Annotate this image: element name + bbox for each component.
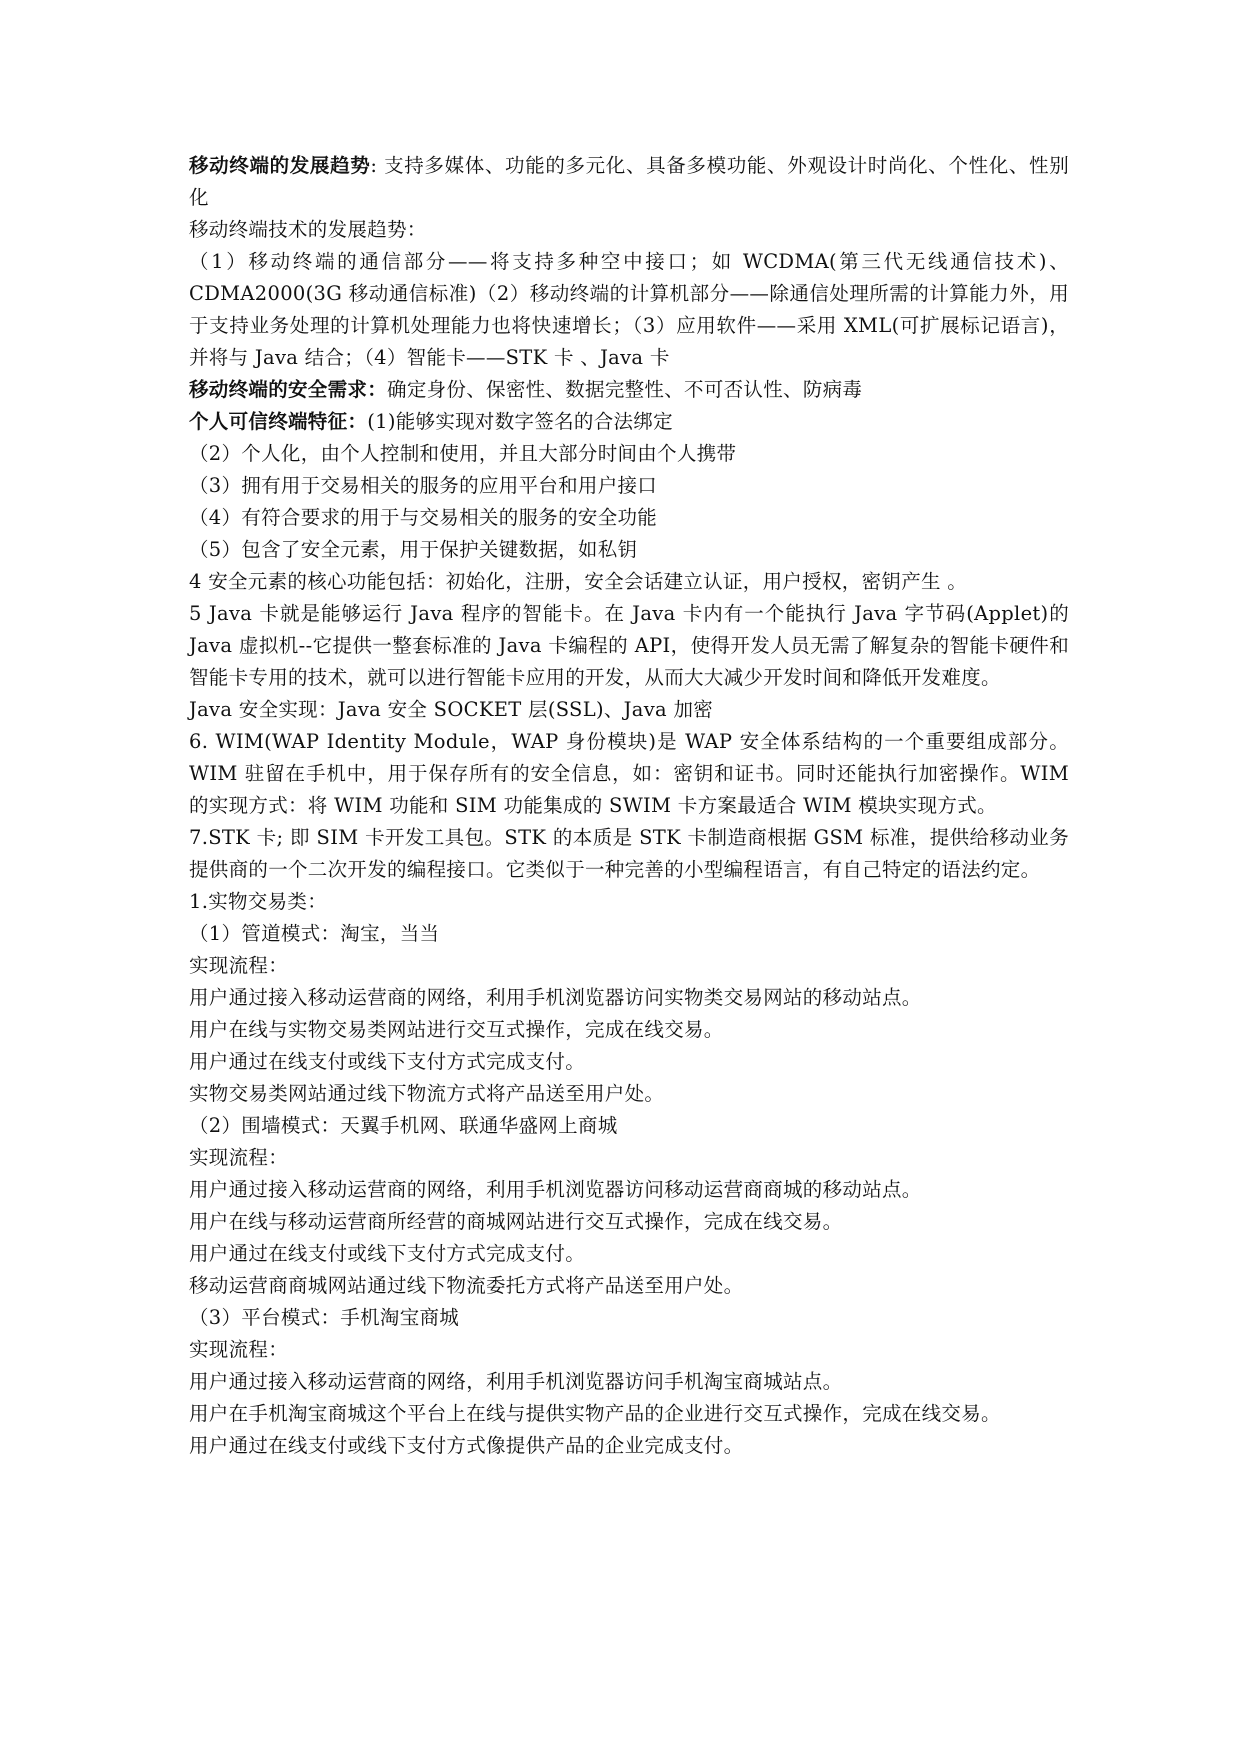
paragraph: 实物交易类网站通过线下物流方式将产品送至用户处。 <box>189 1082 665 1105</box>
paragraph: 移动运营商商城网站通过线下物流委托方式将产品送至用户处。 <box>189 1274 744 1297</box>
heading-trusted-terminal: 个人可信终端特征： <box>189 410 368 433</box>
paragraph: Java 安全实现：Java 安全 SOCKET 层(SSL)、Java 加密 <box>189 698 714 721</box>
paragraph: 用户通过在线支付或线下支付方式完成支付。 <box>189 1242 586 1265</box>
document-body <box>189 150 1069 1462</box>
paragraph: 6. WIM(WAP Identity Module，WAP 身份模块)是 WAP 安全体系结构的一个重要组成部分。WIM 驻留在手机中，用于保存所有的安全信息，如：密钥和证书。同时还能执行加密操作。WIM 的实现方式：将 WIM 功能和 SIM 功能集成的 SWIM 卡方案最适合 WIM 模块实现方式。 <box>189 730 1069 817</box>
paragraph: 1.实物交易类： <box>189 890 328 913</box>
paragraph: （4）有符合要求的用于与交易相关的服务的安全功能 <box>189 506 658 529</box>
paragraph: 7.STK 卡; 即 SIM 卡开发工具包。STK 的本质是 STK 卡制造商根据 GSM 标准，提供给移动业务提供商的一个二次开发的编程接口。它类似于一种完善的小型编程语言，有自己特定的语法约定。 <box>189 826 1069 881</box>
paragraph: 用户通过接入移动运营商的网络，利用手机浏览器访问移动运营商商城的移动站点。 <box>189 1178 922 1201</box>
paragraph-trend <box>189 150 1069 214</box>
paragraph: 用户通过在线支付或线下支付方式完成支付。 <box>189 1050 586 1073</box>
paragraph: 用户通过接入移动运营商的网络，利用手机浏览器访问实物类交易网站的移动站点。 <box>189 986 922 1009</box>
paragraph: 用户通过接入移动运营商的网络，利用手机浏览器访问手机淘宝商城站点。 <box>189 1370 843 1393</box>
heading-security: 移动终端的安全需求： <box>189 378 388 401</box>
paragraph: 实现流程： <box>189 1146 289 1169</box>
paragraph: 移动终端技术的发展趋势： <box>189 218 427 241</box>
paragraph: （1）管道模式：淘宝，当当 <box>189 922 440 945</box>
paragraph: 用户在手机淘宝商城这个平台上在线与提供实物产品的企业进行交互式操作，完成在线交易。 <box>189 1402 1001 1425</box>
paragraph: 用户在线与移动运营商所经营的商城网站进行交互式操作，完成在线交易。 <box>189 1210 843 1233</box>
paragraph: （2）围墙模式：天翼手机网、联通华盛网上商城 <box>189 1114 618 1137</box>
paragraph: （3）平台模式：手机淘宝商城 <box>189 1306 460 1329</box>
paragraph-security <box>189 374 1069 406</box>
paragraph: 5 Java 卡就是能够运行 Java 程序的智能卡。在 Java 卡内有一个能执行 Java 字节码(Applet)的 Java 虚拟机--它提供一整套标准的 Java 卡编程的 API，使得开发人员无需了解复杂的智能卡硬件和智能卡专用的技术，就可以进行智能卡应用的开发，从而大大减少开发时间和降低开发难度。 <box>189 602 1069 689</box>
paragraph: 实现流程： <box>189 954 289 977</box>
paragraph: 用户在线与实物交易类网站进行交互式操作，完成在线交易。 <box>189 1018 724 1041</box>
paragraph: 实现流程： <box>189 1338 289 1361</box>
text-trend: : 支持多媒体、功能的多元化、具备多模功能、外观设计时尚化、个性化、性别化 <box>189 154 1069 209</box>
paragraph: （5）包含了安全元素，用于保护关键数据，如私钥 <box>189 538 638 561</box>
text-trusted-terminal: (1)能够实现对数字签名的合法绑定 <box>367 410 673 433</box>
paragraph: 用户通过在线支付或线下支付方式像提供产品的企业完成支付。 <box>189 1434 744 1457</box>
text-security: 确定身份、保密性、数据完整性、不可否认性、防病毒 <box>387 378 863 401</box>
paragraph: （2）个人化，由个人控制和使用，并且大部分时间由个人携带 <box>189 442 737 465</box>
paragraph: （3）拥有用于交易相关的服务的应用平台和用户接口 <box>189 474 658 497</box>
paragraph-trusted-terminal <box>189 406 1069 438</box>
paragraph: 4 安全元素的核心功能包括：初始化，注册，安全会话建立认证，用户授权，密钥产生 。 <box>189 570 968 593</box>
heading-trend: 移动终端的发展趋势 <box>189 154 371 177</box>
paragraph: （1）移动终端的通信部分——将支持多种空中接口；如 WCDMA(第三代无线通信技术)、CDMA2000(3G 移动通信标准)（2）移动终端的计算机部分——除通信处理所需的计算能力外，用于支持业务处理的计算机处理能力也将快速增长；（3）应用软件——采用 XML(可扩展标记语言)，并将与 Java 结合；（4）智能卡——STK 卡 、Java 卡 <box>189 250 1069 369</box>
